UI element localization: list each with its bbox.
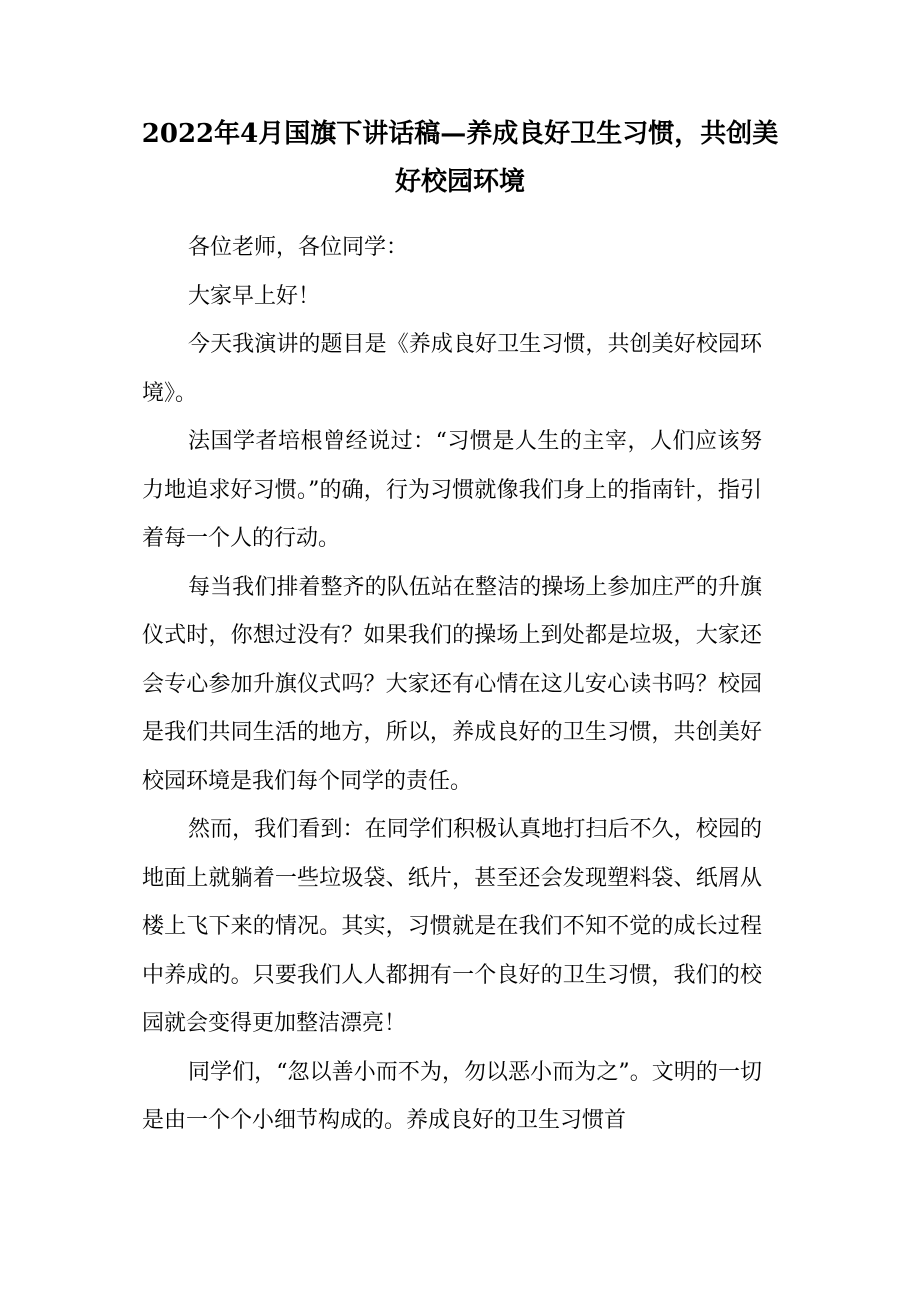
paragraph-civility: 同学们，“忽以善小而不为，勿以恶小而为之”。文明的一切是由一个个小细节构成的。养成良好的卫生习惯首 — [142, 1059, 762, 1133]
document-title: 2022年4月国旗下讲话稿—养成良好卫生习惯，共创美好校园环境 — [141, 119, 779, 197]
paragraph-greeting: 各位老师，各位同学： — [188, 235, 409, 260]
document-body — [142, 224, 762, 1146]
paragraph-morning: 大家早上好！ — [188, 283, 321, 309]
paragraph-flag-ceremony: 每当我们排着整齐的队伍站在整洁的操场上参加庄严的升旗仪式时，你想过没有？如果我们的操场上到处都是垃圾，大家还会专心参加升旗仪式吗？大家还有心情在这儿安心读书吗？校园是我们共同生活的地方，所以，养成良好的卫生习惯，共创美好校园环境是我们每个同学的责任。 — [142, 574, 762, 794]
paragraph-litter: 然而，我们看到：在同学们积极认真地打扫后不久，校园的地面上就躺着一些垃圾袋、纸片，甚至还会发现塑料袋、纸屑从楼上飞下来的情况。其实，习惯就是在我们不知不觉的成长过程中养成的。只要我们人人都拥有一个良好的卫生习惯，我们的校园就会变得更加整洁漂亮！ — [142, 817, 762, 1036]
paragraph-topic: 今天我演讲的题目是《养成良好卫生习惯，共创美好校园环境》。 — [142, 332, 762, 406]
paragraph-bacon-quote: 法国学者培根曾经说过：“习惯是人生的主宰，人们应该努力地追求好习惯。”的确，行为习惯就像我们身上的指南针，指引着每一个人的行动。 — [142, 429, 762, 551]
